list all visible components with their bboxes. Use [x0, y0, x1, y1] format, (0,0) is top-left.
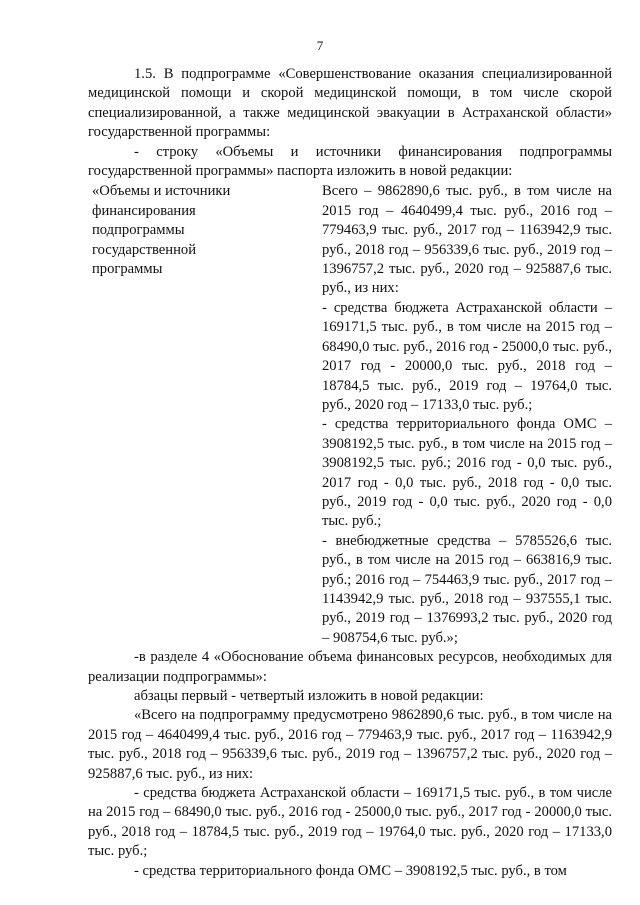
oms-paragraph: - средства территориального фонда ОМС – 3908192,5 тыс. руб., в том [134, 862, 567, 879]
table-left-cell: «Объемы и источники финансирования подпрограммы государственной программы [92, 183, 231, 278]
table-oms-text: - средства территориального фонда ОМС – 3908192,5 тыс. руб., в том числе на 2015 год – 3908192,5 тыс. руб.; 2016 год - 0,0 тыс. руб., 2017 год - 0,0 тыс. руб., 2018 год - 0,0 тыс. руб., 2019 год - 0,0 тыс. руб., 2020 год - 0,0 тыс. руб.; [322, 416, 612, 530]
instruction-paragraph-1: - строку «Объемы и источники финансирования подпрограммы государственной программы» паспорта изложить в новой редакции: [88, 143, 612, 180]
table-budget-text: - средства бюджета Астраханской области – 169171,5 тыс. руб., в том числе на 2015 год – 68490,0 тыс. руб., 2016 год - 25000,0 тыс. руб., 2017 год - 20000,0 тыс. руб., 2018 год – 18784,5 тыс. руб., 2019 год – 19764,0 тыс. руб., 2020 год – 17133,0 тыс. руб.; [322, 299, 612, 413]
instruction-paragraph-3: абзацы первый - четвертый изложить в новой редакции: [134, 688, 484, 704]
total-paragraph: «Всего на подпрограмму предусмотрено 9862890,6 тыс. руб., в том числе на 2015 год – 4640499,4 тыс. руб., 2016 год – 779463,9 тыс. руб., 2017 год – 1163942,9 тыс. руб., 2018 год – 956339,6 тыс. руб., 2019 год – 1396757,2 тыс. руб., 2020 год – 925887,6 тыс. руб., из них: [88, 707, 612, 782]
page-number: 7 [316, 38, 324, 53]
table-right-cell [322, 182, 612, 648]
table-total-text: Всего – 9862890,6 тыс. руб., в том числе на 2015 год – 4640499,4 тыс. руб., 2016 год – 779463,9 тыс. руб., 2017 год – 1163942,9 тыс. руб., 2018 год – 956339,6 тыс. руб., 2019 год – 1396757,2 тыс. руб., 2020 год – 925887,6 тыс. руб., из них: [322, 183, 612, 297]
budget-paragraph: - средства бюджета Астраханской области – 169171,5 тыс. руб., в том числе на 2015 год – 68490,0 тыс. руб., 2016 год - 25000,0 тыс. руб., 2017 год - 20000,0 тыс. руб., 2018 год – 18784,5 тыс. руб., 2019 год – 19764,0 тыс. руб., 2020 год – 17133,0 тыс. руб.; [88, 785, 612, 860]
document-body [88, 65, 612, 881]
instruction-paragraph-2: -в разделе 4 «Обоснование объема финансовых ресурсов, необходимых для реализации подпрограммы»: [88, 649, 612, 685]
passport-table [88, 182, 612, 648]
intro-paragraph: 1.5. В подпрограмме «Совершенствование оказания специализированной медицинской помощи и скорой медицинской помощи, в том числе скорой специализированной, а также медицинской эвакуации в Астраханской области» государственной программы: [88, 66, 612, 141]
table-extra-text: - внебюджетные средства – 5785526,6 тыс. руб., в том числе на 2015 год – 663816,9 тыс. руб.; 2016 год – 754463,9 тыс. руб., 2017 год – 1143942,9 тыс. руб., 2018 год – 937555,1 тыс. руб., 2019 год – 1376993,2 тыс. руб., 2020 год – 908754,6 тыс. руб.»; [322, 532, 612, 646]
